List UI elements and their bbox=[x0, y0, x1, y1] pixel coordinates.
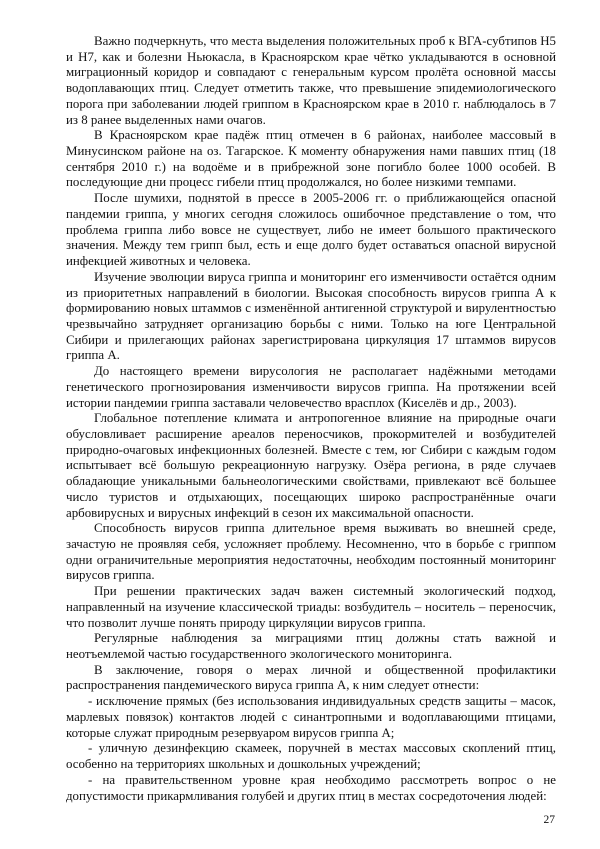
paragraph-3: После шумихи, поднятой в прессе в 2005-2006 гг. о приближающейся опасной пандемии гриппа, у многих сегодня сложилось ошибочное представление о том, что проблема гриппа либо вовсе не существует, либо не имеет большого практического значения. Между тем грипп был, есть и еще долго будет оставаться опасной вирусной инфекцией животных и человека. bbox=[66, 191, 556, 269]
paragraph-10: В заключение, говоря о мерах личной и общественной профилактики распространения пандемического вируса гриппа А, к ним следует отнести: bbox=[66, 662, 556, 693]
list-item-3: - на правительственном уровне края необходимо рассмотреть вопрос о не допустимости прикармливания голубей и других птиц в местах сосредоточения людей: bbox=[66, 772, 556, 803]
paragraph-2: В Красноярском крае падёж птиц отмечен в 6 районах, наиболее массовый в Минусинском районе на оз. Тагарское. К моменту обнаружения нами павших птиц (18 сентября 2010 г.) на водоёме и в прибрежной зоне погибло более 1000 особей. В последующие дни процесс гибели птиц продолжался, но более низкими темпами. bbox=[66, 128, 556, 190]
list-item-1: - исключение прямых (без использования индивидуальных средств защиты – масок, марлевых повязок) контактов людей с синантропными и водоплавающими птицами, которые служат природным резервуаром вирусов гриппа А; bbox=[66, 694, 556, 740]
list-item-2: - уличную дезинфекцию скамеек, поручней в местах массовых скоплений птиц, особенно на территориях школьных и дошкольных учреждений; bbox=[66, 741, 556, 772]
page-number: 27 bbox=[543, 814, 555, 826]
paragraph-5: До настоящего времени вирусология не располагает надёжными методами генетического прогнозирования изменчивости вирусов гриппа. На протяжении всей истории пандемии гриппа заставали человечество врасплох (Киселёв и др., 2003). bbox=[66, 364, 556, 410]
paragraph-4: Изучение эволюции вируса гриппа и мониторинг его изменчивости остаётся одним из приоритетных направлений в биологии. Высокая способность вирусов гриппа А к формированию новых штаммов с изменённой антигенной структурой и вирулентностью чрезвычайно затрудняет организацию борьбы с ними. Только на юге Центральной Сибири и прилегающих районах зарегистрирована циркуляция 17 штаммов вирусов гриппа А. bbox=[66, 269, 556, 363]
body-text bbox=[66, 34, 556, 804]
paragraph-8: При решении практических задач важен системный экологический подход, направленный на изучение классической триады: возбудитель – носитель – переносчик, что позволит лучше понять природу циркуляции вирусов гриппа. bbox=[66, 584, 556, 630]
paragraph-1: Важно подчеркнуть, что места выделения положительных проб к ВГА-субтипов Н5 и Н7, как и болезни Ньюкасла, в Красноярском крае чётко укладываются в основной миграционный коридор и совпадают с генеральным курсом пролёта основной массы водоплавающих птиц. Следует отметить также, что превышение эпидемиологического порога при заболевании людей гриппом в Красноярском крае в 2010 г. наблюдалось в 7 из 8 ранее выделенных нами очагов. bbox=[66, 34, 556, 127]
paragraph-7: Способность вирусов гриппа длительное время выживать во внешней среде, зачастую не проявляя себя, усложняет проблему. Несомненно, что в борьбе с гриппом одни ограничительные мероприятия недостаточны, необходим постоянный мониторинг вирусов гриппа. bbox=[66, 521, 556, 583]
paragraph-9: Регулярные наблюдения за миграциями птиц должны стать важной и неотъемлемой частью государственного экологического мониторинга. bbox=[66, 631, 556, 662]
paragraph-6: Глобальное потепление климата и антропогенное влияние на природные очаги обусловливает расширение ареалов переносчиков, прокормителей и возбудителей природно-очаговых инфекционных болезней. Вместе с тем, юг Сибири с каждым годом испытывает всё большую рекреационную нагрузку. Озёра региона, в ряде случаев обладающие уникальными бальнеологическими свойствами, привлекают всё большее число туристов и отдыхающих, посещающих широко распространённые очаги арбовирусных и вирусных инфекций в сезон их максимальной опасности. bbox=[66, 411, 556, 520]
